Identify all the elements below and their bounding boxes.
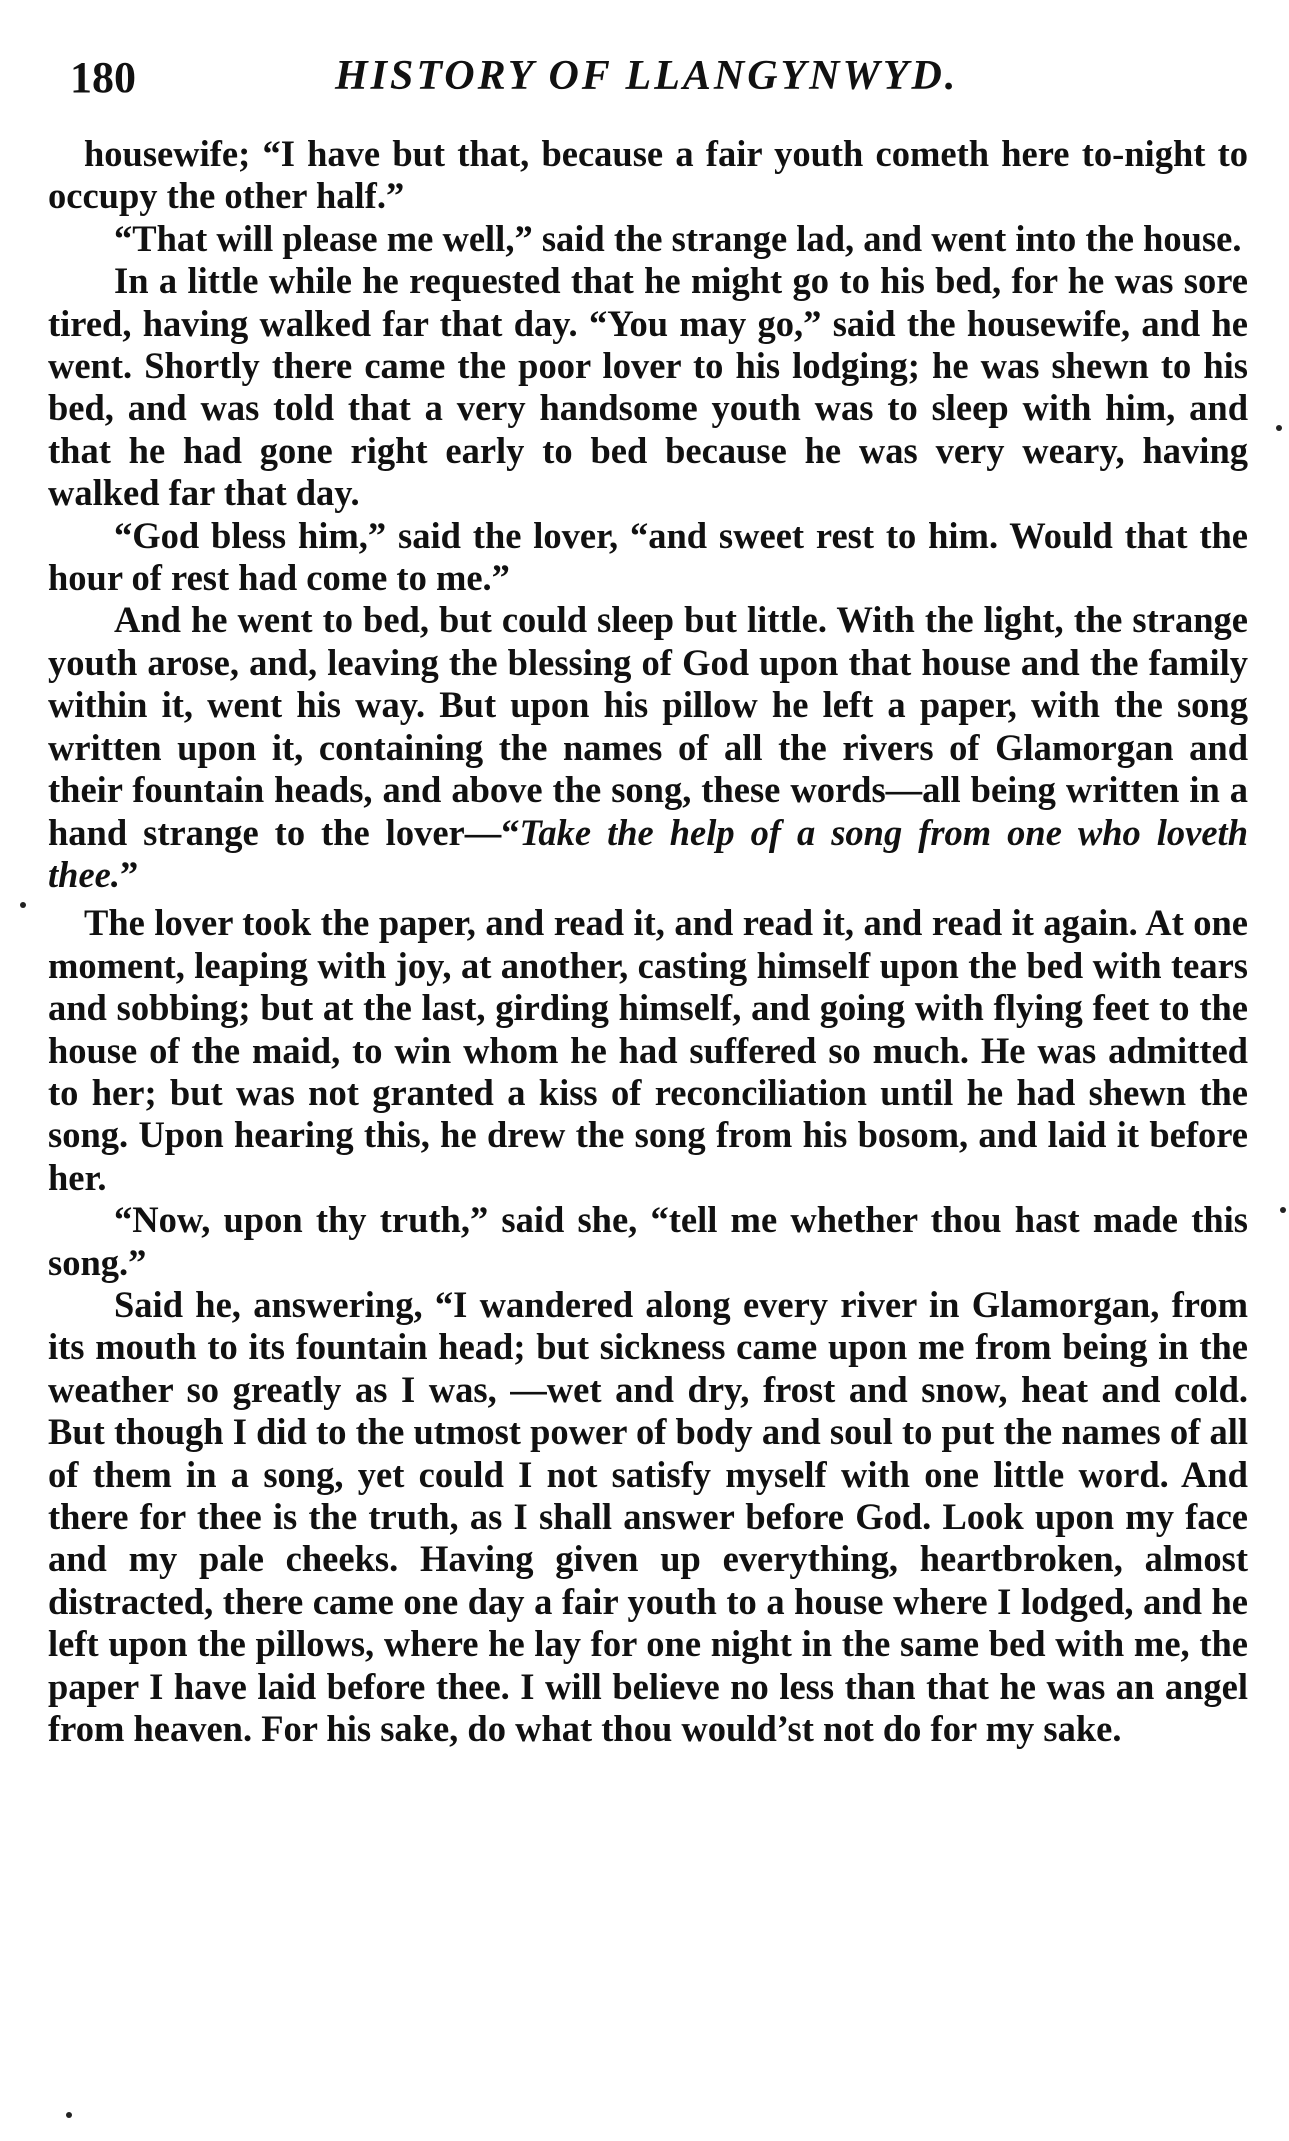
- paragraph-2: “That will please me well,” said the strange lad, and went into the house.: [114, 217, 1242, 259]
- paper-speck: [20, 902, 26, 908]
- page-header: [70, 52, 1250, 112]
- paper-speck: [1280, 1207, 1286, 1213]
- paragraph-5: [48, 599, 1248, 896]
- paper-speck: [1276, 425, 1282, 431]
- paragraph-7: “Now, upon thy truth,” said she, “tell me whether thou hast made this song.”: [48, 1199, 1248, 1283]
- paragraph-6: The lover took the paper, and read it, and read it, and read it again. At one moment, leaping with joy, at another, casting himself upon the bed with tears and sobbing; but at the last, girding himself, and going with flying feet to the house of the maid, to win whom he had suffered so much. He was admitted to her; but was not granted a kiss of reconciliation until he had shewn the song. Upon hearing this, he drew the song from his bosom, and laid it before her.: [48, 902, 1248, 1198]
- paper-speck: [66, 2112, 72, 2118]
- paragraph-5-text: And he went to bed, but could sleep but little. With the light, the strange youth arose, and, leaving the blessing of God upon that house and the family within it, went his way. But upon his pillow he left a paper, with the song written upon it, containing the names of all the rivers of Glamorgan and their fountain heads, and above the song, these words—all being written in a hand strange to the lover—“: [48, 599, 1248, 853]
- paragraph-3: In a little while he requested that he might go to his bed, for he was sore tired, having walked far that day. “You may go,” said the housewife, and he went. Shortly there came the poor lover to his lodging; he was shewn to his bed, and was told that a very handsome youth was to sleep with him, and that he had gone right early to bed because he was very weary, having walked far that day.: [48, 260, 1248, 514]
- paragraph-5-italic-quote: Take the help of a song from one who loveth thee.: [48, 811, 1249, 895]
- running-title: HISTORY OF LLANGYNWYD.: [335, 53, 959, 99]
- paragraph-5-end: ”: [119, 853, 139, 895]
- paragraph-4: “God bless him,” said the lover, “and sweet rest to him. Would that the hour of rest had come to me.”: [48, 514, 1248, 599]
- paragraph-1: housewife; “I have but that, because a fair youth cometh here to-night to occupy the other half.”: [48, 133, 1248, 217]
- paragraph-8: Said he, answering, “I wandered along every river in Glamorgan, from its mouth to its fountain head; but sickness came upon me from being in the weather so greatly as I was, —wet and dry, frost and snow, heat and cold. But though I did to the utmost power of body and soul to put the names of all of them in a song, yet could I not satisfy myself with one little word. And there for thee is the truth, as I shall answer before God. Look upon my face and my pale cheeks. Having given up everything, heartbroken, almost distracted, there came one day a fair youth to a house where I lodged, and he left upon the pillows, where he lay for one night in the same bed with me, the paper I have laid before thee. I will believe no less than that he was an angel from heaven. For his sake, do what thou would’st not do for my sake.: [48, 1283, 1248, 1750]
- page-number: 180: [70, 53, 136, 102]
- body-text: [48, 133, 1248, 1750]
